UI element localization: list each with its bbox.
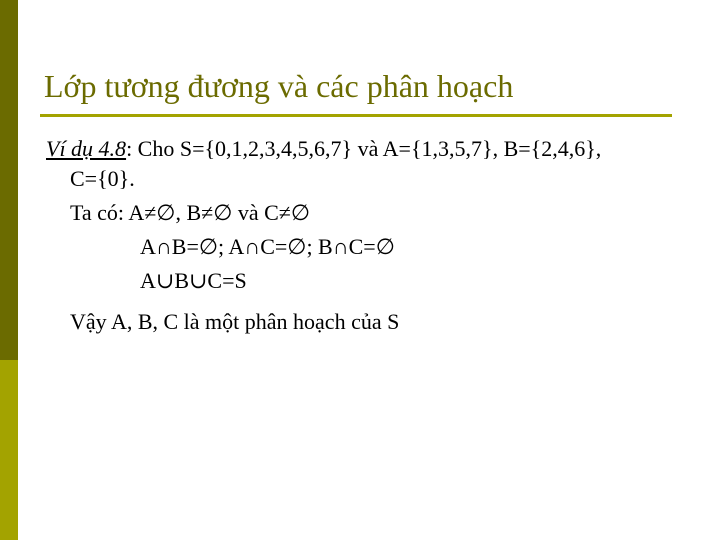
example-line-2: C={0}.: [70, 166, 135, 191]
example-label: Ví dụ 4.8: [46, 136, 127, 161]
example-statement: : Cho S={0,1,2,3,4,5,6,7} và A={1,3,5,7}, B={2,4,6},: [126, 136, 602, 161]
example-line-5: A∪B∪C=S: [140, 268, 247, 293]
left-bar-light: [0, 360, 18, 540]
slide-title: Lớp tương đương và các phân hoạch: [44, 68, 514, 104]
example-line-3: Ta có: A≠∅, B≠∅ và C≠∅: [70, 200, 311, 225]
example-line-4: A∩B=∅; A∩C=∅; B∩C=∅: [140, 234, 395, 259]
conclusion-line: Vậy A, B, C là một phân hoạch của S: [70, 309, 400, 334]
title-underline: [40, 114, 672, 117]
left-bar-dark: [0, 0, 18, 360]
example-line-1: [46, 136, 601, 162]
